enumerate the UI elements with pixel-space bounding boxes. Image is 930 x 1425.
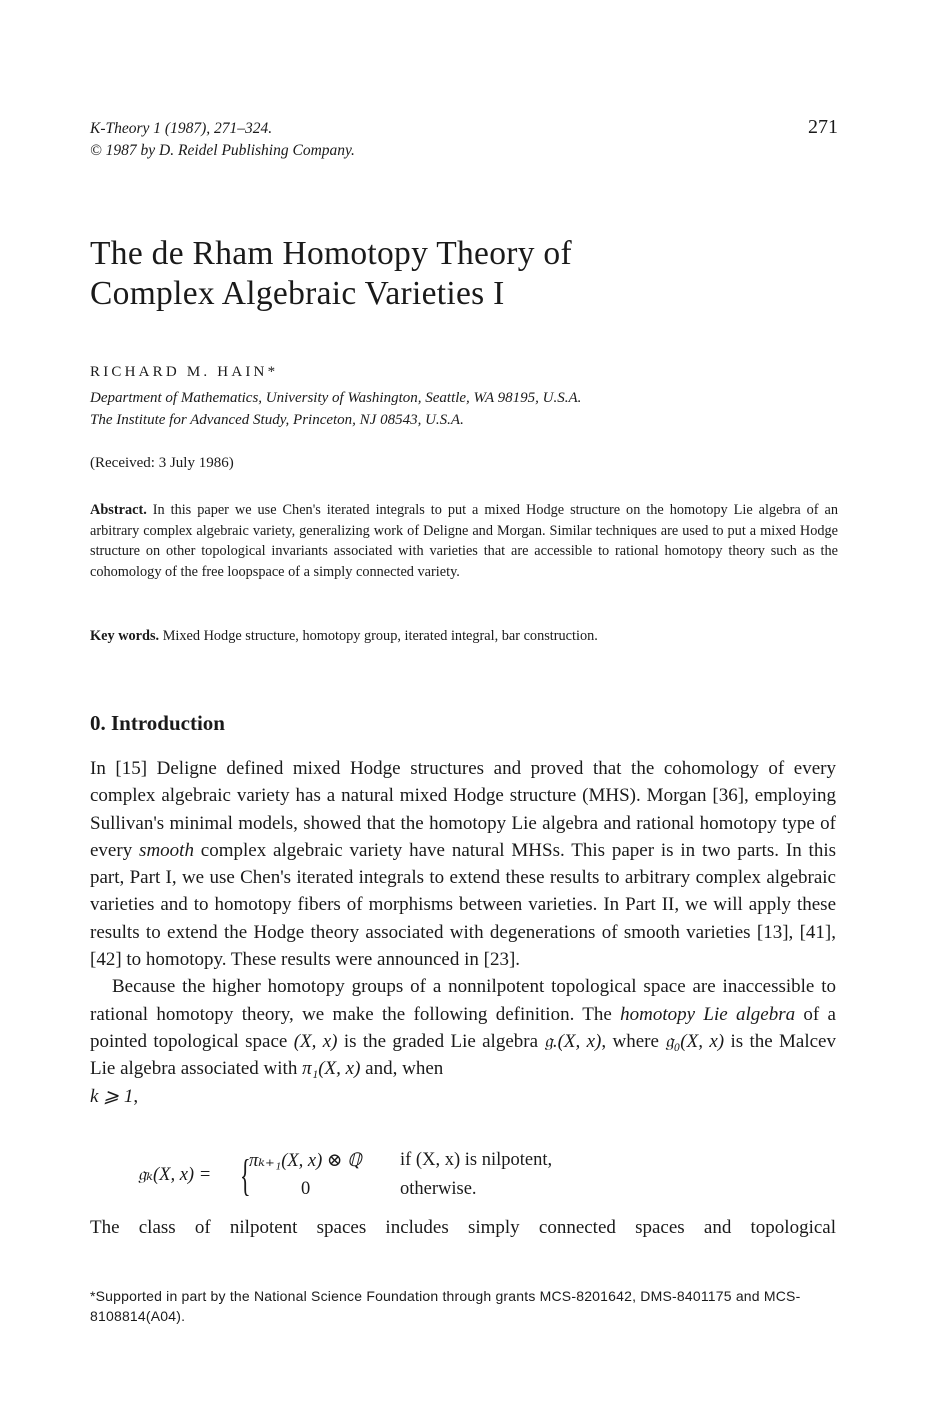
formula-case-1-cond: if (X, x) is nilpotent, <box>400 1150 553 1170</box>
section-heading: 0. Introduction <box>90 711 225 735</box>
affiliation-2: The Institute for Advanced Study, Princeton, NJ 08543, U.S.A. <box>90 412 464 428</box>
emphasis-homotopy-lie-algebra: homotopy Lie algebra <box>620 1003 796 1025</box>
formula-case-2-cond: otherwise. <box>400 1179 477 1199</box>
paper-title <box>90 234 850 314</box>
abstract-text: In this paper we use Chen's iterated integrals to put a mixed Hodge structure on the homotopy Lie algebra of an arbitrary complex algebraic variety, generalizing work of Deligne and Morgan. Similar techniques are used to put a mixed Hodge structure on other topological invariants associated with varieties that are accessible to rational homotopy theory such as the cohomology of the free loopspace of a simply connected variety. <box>90 502 838 580</box>
formula-lhs: 𝔤ₖ(X, x) = <box>138 1165 212 1185</box>
math-Xx: (X, x) <box>293 1030 338 1052</box>
footnote: *Supported in part by the National Science Foundation through grants MCS-8201642, DMS-8401175 and MCS-8108814(A04). <box>90 1288 801 1324</box>
title-line-2: Complex Algebraic Varieties I <box>90 275 505 312</box>
keywords-text: Mixed Hodge structure, homotopy group, iterated integral, bar construction. <box>162 628 598 644</box>
received-date: (Received: 3 July 1986) <box>90 455 234 471</box>
left-brace: { <box>240 1151 251 1200</box>
display-formula <box>138 1150 658 1204</box>
math-g-dot: 𝔤.(X, x) <box>544 1030 602 1052</box>
math-g0: 𝔤₀(X, x) <box>665 1030 725 1052</box>
intro-continuation: The class of nilpotent spaces includes simply connected spaces and topological <box>90 1217 836 1238</box>
affiliations <box>90 387 581 431</box>
keywords <box>90 626 838 646</box>
copyright-line: © 1987 by D. Reidel Publishing Company. <box>90 142 355 159</box>
math-k-ge-1: k ⩾ 1 <box>90 1085 134 1107</box>
emphasis-smooth: smooth <box>139 839 194 861</box>
keywords-label: Key words. <box>90 628 160 644</box>
formula-case-1-expr: πₖ₊₁(X, x) ⊗ ℚ <box>249 1151 362 1171</box>
abstract-label: Abstract. <box>90 502 147 518</box>
intro-paragraph-2: Because the higher homotopy groups of a nonnilpotent topological space are inaccessible to rational homotopy theory, we make the following definition. The homotopy Lie algebra of a pointed topological space (X, x) is the graded Lie algebra 𝔤.(X, x), where 𝔤₀(X, x) is the Malcev Lie algebra associated with π₁(X, x) and, when k ⩾ 1, <box>90 976 836 1107</box>
affiliation-1: Department of Mathematics, University of Washington, Seattle, WA 98195, U.S.A. <box>90 390 582 406</box>
journal-citation <box>90 118 355 162</box>
math-pi1: π₁(X, x) <box>302 1058 361 1080</box>
journal-line: K-Theory 1 (1987), 271–324. <box>90 120 273 137</box>
abstract <box>90 500 838 582</box>
introduction-body <box>90 755 836 1110</box>
formula-case-2-expr: 0 <box>301 1179 311 1199</box>
intro-paragraph-1: In [15] Deligne defined mixed Hodge structures and proved that the cohomology of every complex algebraic variety has a natural mixed Hodge structure (MHS). Morgan [36], employing Sullivan's minimal models, showed that the homotopy Lie algebra and rational homotopy type of every smooth complex algebraic variety have natural MHSs. This paper is in two parts. In this part, Part I, we use Chen's iterated integrals to extend these results to arbitrary complex algebraic varieties and to homotopy fibers of morphisms between varieties. In Part II, we will apply these results to extend the Hodge theory associated with degenerations of smooth varieties [13], [41], [42] to homotopy. These results were announced in [23]. <box>90 758 836 971</box>
title-line-1: The de Rham Homotopy Theory of <box>90 235 572 272</box>
page-number: 271 <box>808 116 838 138</box>
author-name: RICHARD M. HAIN* <box>90 364 279 380</box>
